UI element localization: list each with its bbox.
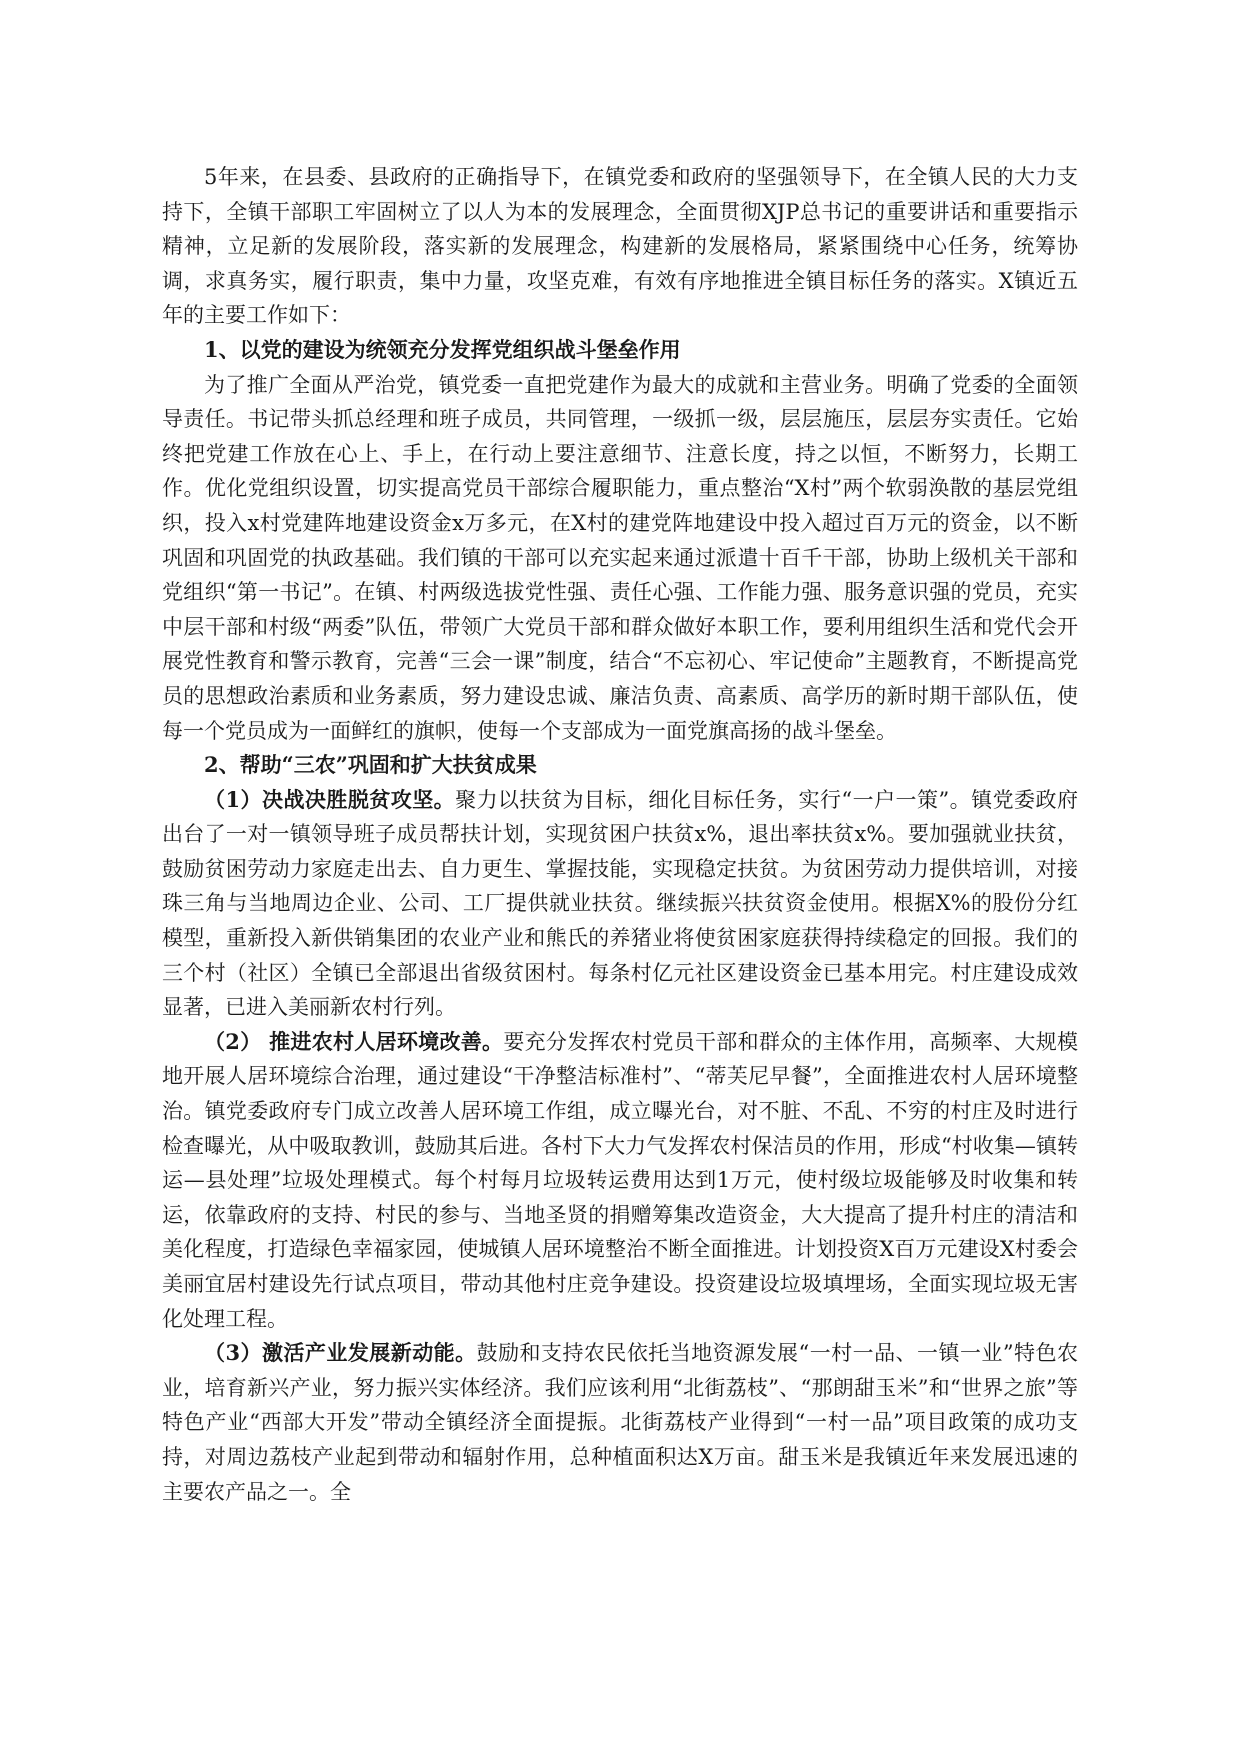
item-2-lead: （2） 推进农村人居环境改善。 [204,1028,504,1054]
section-1-paragraph: 为了推广全面从严治党，镇党委一直把党建作为最大的成就和主营业务。明确了党委的全面领导责任。书记带头抓总经理和班子成员，共同管理，一级抓一级，层层施压，层层夯实责任。它始终把党建工作放在心上、手上，在行动上要注意细节、注意长度，持之以恒，不断努力，长期工作。优化党组织设置，切实提高党员干部综合履职能力，重点整治“X村”两个软弱涣散的基层党组织，投入x村党建阵地建设资金x万多元，在X村的建党阵地建设中投入超过百万元的资金，以不断巩固和巩固党的执政基础。我们镇的干部可以充实起来通过派遣十百千干部，协助上级机关干部和党组织“第一书记”。在镇、村两级选拔党性强、责任心强、工作能力强、服务意识强的党员，充实中层干部和村级“两委”队伍，带领广大党员干部和群众做好本职工作，要利用组织生活和党代会开展党性教育和警示教育，完善“三会一课”制度，结合“不忘初心、牢记使命”主题教育，不断提高党员的思想政治素质和业务素质，努力建设忠诚、廉洁负责、高素质、高学历的新时期干部队伍，使每一个党员成为一面鲜红的旗帜，使每一个支部成为一面党旗高扬的战斗堡垒。 [162,372,1078,743]
item-2-paragraph [162,1025,1078,1336]
section-1-heading: 1、以党的建设为统领充分发挥党组织战斗堡垒作用 [204,336,681,362]
item-1-paragraph [162,783,1078,1025]
intro-paragraph: 5年来，在县委、县政府的正确指导下，在镇党委和政府的坚强领导下，在全镇人民的大力支持下，全镇干部职工牢固树立了以人为本的发展理念，全面贯彻XJP总书记的重要讲话和重要指示精神，立足新的发展阶段，落实新的发展理念，构建新的发展格局，紧紧围绕中心任务，统筹协调，求真务实，履行职责，集中力量，攻坚克难，有效有序地推进全镇目标任务的落实。X镇近五年的主要工作如下： [162,165,1078,328]
item-3-paragraph [162,1336,1078,1509]
item-3-body: 鼓励和支持农民依托当地资源发展“一村一品、一镇一业”特色农业，培育新兴产业，努力振兴实体经济。我们应该利用“北街荔枝”、“那朗甜玉米”和“世界之旅”等特色产业“西部大开发”带动全镇经济全面提振。北街荔枝产业得到“一村一品”项目政策的成功支持，对周边荔枝产业起到带动和辐射作用，总种植面积达X万亩。甜玉米是我镇近年来发展迅速的主要农产品之一。全 [162,1341,1078,1504]
document-page [162,160,1078,1509]
item-1-lead: （1）决战决胜脱贫攻坚。 [204,786,456,812]
section-2-heading: 2、帮助“三农”巩固和扩大扶贫成果 [204,752,537,778]
item-1-body: 聚力以扶贫为目标，细化目标任务，实行“一户一策”。镇党委政府出台了一对一镇领导班子成员帮扶计划，实现贫困户扶贫x%，退出率扶贫x%。要加强就业扶贫，鼓励贫困劳动力家庭走出去、自力更生、掌握技能，实现稳定扶贫。为贫困劳动力提供培训，对接珠三角与当地周边企业、公司、工厂提供就业扶贫。继续振兴扶贫资金使用。根据X%的股份分红模型，重新投入新供销集团的农业产业和熊氏的养猪业将使贫困家庭获得持续稳定的回报。我们的三个村（社区）全镇已全部退出省级贫困村。每条村亿元社区建设资金已基本用完。村庄建设成效显著，已进入美丽新农村行列。 [162,787,1078,1020]
item-2-body: 要充分发挥农村党员干部和群众的主体作用，高频率、大规模地开展人居环境综合治理，通过建设“干净整洁标准村”、“蒂芙尼早餐”，全面推进农村人居环境整治。镇党委政府专门成立改善人居环境工作组，成立曝光台，对不脏、不乱、不穷的村庄及时进行检查曝光，从中吸取教训，鼓励其后进。各村下大力气发挥农村保洁员的作用，形成“村收集—镇转运—县处理”垃圾处理模式。每个村每月垃圾转运费用达到1万元，使村级垃圾能够及时收集和转运，依靠政府的支持、村民的参与、当地圣贤的捐赠筹集改造资金，大大提高了提升村庄的清洁和美化程度，打造绿色幸福家园，使城镇人居环境整治不断全面推进。计划投资X百万元建设X村委会美丽宜居村建设先行试点项目，带动其他村庄竞争建设。投资建设垃圾填埋场，全面实现垃圾无害化处理工程。 [162,1029,1079,1331]
item-3-lead: （3）激活产业发展新动能。 [204,1340,477,1366]
